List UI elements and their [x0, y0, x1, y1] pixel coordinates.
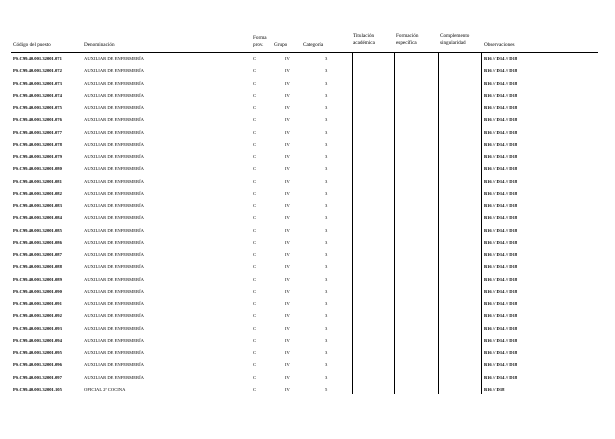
cell-observaciones: B16 // D14 // D18 [484, 350, 518, 355]
cell-grupo: IV [285, 239, 290, 245]
cell-grupo: IV [285, 80, 290, 86]
cell-codigo: PS.C99.40.001.32001.097 [13, 374, 62, 380]
cell-denominacion: AUXILIAR DE ENFERMERÍA [84, 154, 144, 159]
cell-categoria: 3 [325, 166, 328, 172]
table-row [0, 298, 615, 310]
header-formacion-2: específica [396, 40, 417, 46]
cell-grupo: IV [285, 68, 290, 74]
cell-denominacion: AUXILIAR DE ENFERMERÍA [84, 129, 144, 135]
header-grupo: Grupo [274, 42, 288, 48]
cell-forma-prov: C [253, 350, 257, 355]
cell-denominacion: AUXILIAR DE ENFERMERÍA [84, 166, 144, 172]
cell-forma-prov: C [253, 301, 257, 306]
cell-codigo: PS.C99.40.001.32001.094 [13, 337, 62, 343]
table-row [0, 78, 615, 90]
cell-grupo: IV [285, 313, 290, 319]
cell-denominacion: AUXILIAR DE ENFERMERÍA [84, 239, 144, 245]
cell-observaciones: B16 // D14 // D18 [484, 92, 518, 98]
cell-observaciones: B16 // D14 // D18 [484, 239, 518, 245]
cell-forma-prov: C [253, 166, 257, 172]
cell-forma-prov: C [253, 325, 257, 331]
cell-observaciones: B16 // D14 // D18 [484, 374, 518, 380]
cell-denominacion: AUXILIAR DE ENFERMERÍA [84, 362, 144, 368]
cell-codigo: PS.C99.40.001.32001.082 [13, 190, 62, 196]
cell-grupo: IV [285, 301, 290, 306]
cell-forma-prov: C [253, 227, 257, 233]
cell-forma-prov: C [253, 56, 257, 61]
cell-observaciones: B16 // D14 // D18 [484, 190, 518, 196]
cell-forma-prov: C [253, 92, 257, 98]
cell-grupo: IV [285, 141, 290, 147]
table-row [0, 212, 615, 224]
table-row [0, 200, 615, 212]
cell-grupo: IV [285, 117, 290, 123]
cell-codigo: PS.C99.40.001.32001.105 [13, 386, 62, 392]
cell-forma-prov: C [253, 374, 257, 380]
cell-grupo: IV [285, 252, 290, 257]
cell-denominacion: AUXILIAR DE ENFERMERÍA [84, 203, 144, 208]
table-row [0, 65, 615, 77]
table-row [0, 53, 615, 65]
table-row [0, 225, 615, 237]
cell-forma-prov: C [253, 239, 257, 245]
cell-categoria: 3 [325, 374, 328, 380]
cell-denominacion: AUXILIAR DE ENFERMERÍA [84, 350, 144, 355]
cell-codigo: PS.C99.40.001.32001.077 [13, 129, 62, 135]
cell-categoria: 3 [325, 190, 328, 196]
cell-categoria: 3 [325, 141, 328, 147]
cell-categoria: 3 [325, 264, 328, 270]
cell-forma-prov: C [253, 154, 257, 159]
cell-denominacion: AUXILIAR DE ENFERMERÍA [84, 56, 144, 61]
cell-forma-prov: C [253, 141, 257, 147]
cell-observaciones: B16 // D14 // D18 [484, 129, 518, 135]
cell-grupo: IV [285, 227, 290, 233]
cell-grupo: IV [285, 337, 290, 343]
cell-denominacion: AUXILIAR DE ENFERMERÍA [84, 313, 144, 319]
cell-denominacion: AUXILIAR DE ENFERMERÍA [84, 227, 144, 233]
cell-observaciones: B16 // D14 // D18 [484, 80, 518, 86]
table-row [0, 102, 615, 114]
cell-forma-prov: C [253, 362, 257, 368]
table-row [0, 359, 615, 371]
cell-codigo: PS.C99.40.001.32001.096 [13, 362, 62, 368]
cell-denominacion: AUXILIAR DE ENFERMERÍA [84, 288, 144, 294]
header-observaciones: Observaciones [484, 42, 515, 48]
cell-observaciones: B16 // D14 // D18 [484, 264, 518, 270]
cell-denominacion: AUXILIAR DE ENFERMERÍA [84, 80, 144, 86]
cell-forma-prov: C [253, 117, 257, 123]
table-row [0, 139, 615, 151]
cell-forma-prov: C [253, 288, 257, 294]
table-row [0, 335, 615, 347]
cell-denominacion: AUXILIAR DE ENFERMERÍA [84, 337, 144, 343]
cell-denominacion: AUXILIAR DE ENFERMERÍA [84, 252, 144, 257]
cell-observaciones: B16 // D14 // D18 [484, 141, 518, 147]
cell-categoria: 3 [325, 276, 328, 282]
header-categoria: Categoría [303, 42, 324, 48]
cell-denominacion: AUXILIAR DE ENFERMERÍA [84, 141, 144, 147]
header-denominacion: Denominación [84, 42, 115, 48]
cell-codigo: PS.C99.40.001.32001.093 [13, 325, 62, 331]
cell-codigo: PS.C99.40.001.32001.091 [13, 301, 62, 306]
cell-grupo: IV [285, 166, 290, 172]
header-formacion-1: Formación [396, 33, 419, 39]
cell-forma-prov: C [253, 276, 257, 282]
cell-categoria: 3 [325, 325, 328, 331]
header-codigo: Código del puesto [13, 42, 51, 48]
cell-grupo: IV [285, 264, 290, 270]
cell-categoria: 3 [325, 117, 328, 123]
cell-grupo: IV [285, 386, 290, 392]
cell-grupo: IV [285, 288, 290, 294]
cell-codigo: PS.C99.40.001.32001.080 [13, 166, 62, 172]
cell-forma-prov: C [253, 215, 257, 221]
cell-grupo: IV [285, 190, 290, 196]
cell-grupo: IV [285, 92, 290, 98]
table-row [0, 127, 615, 139]
cell-observaciones: B16 // D14 // D18 [484, 154, 518, 159]
cell-codigo: PS.C99.40.001.32001.076 [13, 117, 62, 123]
cell-categoria: 3 [325, 80, 328, 86]
cell-categoria: 3 [325, 288, 328, 294]
table-row [0, 176, 615, 188]
cell-denominacion: AUXILIAR DE ENFERMERÍA [84, 178, 144, 184]
cell-observaciones: B16 // D14 // D18 [484, 117, 518, 123]
cell-observaciones: B16 // D14 // D18 [484, 337, 518, 343]
cell-observaciones: B16 // D18 [484, 386, 505, 392]
cell-categoria: 3 [325, 239, 328, 245]
cell-codigo: PS.C99.40.001.32001.079 [13, 154, 62, 159]
header-forma-prov-2: prov. [253, 42, 264, 48]
cell-observaciones: B16 // D14 // D18 [484, 56, 518, 61]
cell-categoria: 3 [325, 68, 328, 74]
cell-observaciones: B16 // D14 // D18 [484, 252, 518, 257]
cell-codigo: PS.C99.40.001.32001.092 [13, 313, 62, 319]
cell-denominacion: AUXILIAR DE ENFERMERÍA [84, 190, 144, 196]
cell-observaciones: B16 // D14 // D18 [484, 203, 518, 208]
cell-codigo: PS.C99.40.001.32001.078 [13, 141, 62, 147]
cell-forma-prov: C [253, 129, 257, 135]
cell-grupo: IV [285, 129, 290, 135]
cell-grupo: IV [285, 178, 290, 184]
cell-observaciones: B16 // D14 // D18 [484, 313, 518, 319]
header-titulacion-2: académica [353, 40, 375, 46]
cell-grupo: IV [285, 105, 290, 110]
cell-denominacion: AUXILIAR DE ENFERMERÍA [84, 374, 144, 380]
cell-grupo: IV [285, 154, 290, 159]
cell-observaciones: B16 // D14 // D18 [484, 276, 518, 282]
cell-categoria: 3 [325, 252, 328, 257]
cell-observaciones: B16 // D14 // D18 [484, 288, 518, 294]
cell-categoria: 3 [325, 215, 328, 221]
cell-observaciones: B16 // D14 // D18 [484, 301, 518, 306]
cell-grupo: IV [285, 362, 290, 368]
cell-grupo: IV [285, 215, 290, 221]
cell-categoria: 3 [325, 129, 328, 135]
header-complemento-2: singularidad [440, 40, 466, 46]
cell-denominacion: AUXILIAR DE ENFERMERÍA [84, 325, 144, 331]
cell-grupo: IV [285, 325, 290, 331]
cell-denominacion: AUXILIAR DE ENFERMERÍA [84, 301, 144, 306]
cell-categoria: 3 [325, 337, 328, 343]
cell-grupo: IV [285, 203, 290, 208]
cell-categoria: 3 [325, 105, 328, 110]
cell-forma-prov: C [253, 203, 257, 208]
cell-codigo: PS.C99.40.001.32001.085 [13, 227, 62, 233]
cell-denominacion: AUXILIAR DE ENFERMERÍA [84, 92, 144, 98]
cell-observaciones: B16 // D14 // D18 [484, 178, 518, 184]
cell-categoria: 3 [325, 154, 328, 159]
cell-codigo: PS.C99.40.001.32001.088 [13, 264, 62, 270]
cell-categoria: 3 [325, 203, 328, 208]
table-row [0, 384, 615, 396]
cell-codigo: PS.C99.40.001.32001.074 [13, 92, 62, 98]
cell-forma-prov: C [253, 190, 257, 196]
cell-forma-prov: C [253, 313, 257, 319]
cell-codigo: PS.C99.40.001.32001.089 [13, 276, 62, 282]
cell-observaciones: B16 // D14 // D18 [484, 325, 518, 331]
table-row [0, 90, 615, 102]
table-row [0, 188, 615, 200]
header-forma-prov-1: Forma [253, 35, 267, 41]
cell-grupo: IV [285, 374, 290, 380]
cell-forma-prov: C [253, 105, 257, 110]
cell-observaciones: B16 // D14 // D18 [484, 227, 518, 233]
table-row [0, 151, 615, 163]
cell-codigo: PS.C99.40.001.32001.071 [13, 56, 62, 61]
cell-observaciones: B16 // D14 // D18 [484, 105, 518, 110]
table-row [0, 310, 615, 322]
cell-categoria: 3 [325, 178, 328, 184]
cell-codigo: PS.C99.40.001.32001.081 [13, 178, 62, 184]
cell-codigo: PS.C99.40.001.32001.083 [13, 203, 62, 208]
cell-forma-prov: C [253, 68, 257, 74]
cell-categoria: 5 [325, 386, 328, 392]
cell-denominacion: AUXILIAR DE ENFERMERÍA [84, 68, 144, 74]
cell-observaciones: B16 // D14 // D18 [484, 166, 518, 172]
table-row [0, 114, 615, 126]
cell-codigo: PS.C99.40.001.32001.084 [13, 215, 62, 221]
table-row [0, 372, 615, 384]
cell-codigo: PS.C99.40.001.32001.087 [13, 252, 62, 257]
table-row [0, 249, 615, 261]
cell-denominacion: AUXILIAR DE ENFERMERÍA [84, 215, 144, 221]
table-row [0, 286, 615, 298]
cell-forma-prov: C [253, 264, 257, 270]
cell-grupo: IV [285, 350, 290, 355]
cell-observaciones: B16 // D14 // D18 [484, 68, 518, 74]
cell-categoria: 3 [325, 301, 328, 306]
cell-forma-prov: C [253, 386, 257, 392]
cell-categoria: 3 [325, 350, 328, 355]
cell-forma-prov: C [253, 337, 257, 343]
cell-codigo: PS.C99.40.001.32001.095 [13, 350, 62, 355]
table-header [0, 30, 615, 52]
cell-categoria: 3 [325, 56, 328, 61]
cell-categoria: 3 [325, 313, 328, 319]
cell-grupo: IV [285, 56, 290, 61]
table-row [0, 274, 615, 286]
cell-codigo: PS.C99.40.001.32001.086 [13, 239, 62, 245]
cell-denominacion: AUXILIAR DE ENFERMERÍA [84, 117, 144, 123]
cell-denominacion: AUXILIAR DE ENFERMERÍA [84, 276, 144, 282]
cell-denominacion: AUXILIAR DE ENFERMERÍA [84, 264, 144, 270]
cell-codigo: PS.C99.40.001.32001.073 [13, 80, 62, 86]
cell-grupo: IV [285, 276, 290, 282]
cell-categoria: 3 [325, 362, 328, 368]
cell-categoria: 3 [325, 92, 328, 98]
cell-codigo: PS.C99.40.001.32001.075 [13, 105, 62, 110]
cell-forma-prov: C [253, 80, 257, 86]
table-row [0, 237, 615, 249]
header-titulacion-1: Titulación [353, 33, 375, 39]
cell-categoria: 3 [325, 227, 328, 233]
table-row [0, 323, 615, 335]
cell-observaciones: B16 // D14 // D18 [484, 362, 518, 368]
cell-codigo: PS.C99.40.001.32001.090 [13, 288, 62, 294]
cell-forma-prov: C [253, 252, 257, 257]
table-row [0, 163, 615, 175]
cell-forma-prov: C [253, 178, 257, 184]
cell-denominacion: AUXILIAR DE ENFERMERÍA [84, 105, 144, 110]
cell-observaciones: B16 // D14 // D18 [484, 215, 518, 221]
table-row [0, 347, 615, 359]
cell-codigo: PS.C99.40.001.32001.072 [13, 68, 62, 74]
table-row [0, 261, 615, 273]
cell-denominacion: OFICIAL 2ª COCINA [84, 386, 126, 392]
header-complemento-1: Complemento [440, 33, 470, 39]
